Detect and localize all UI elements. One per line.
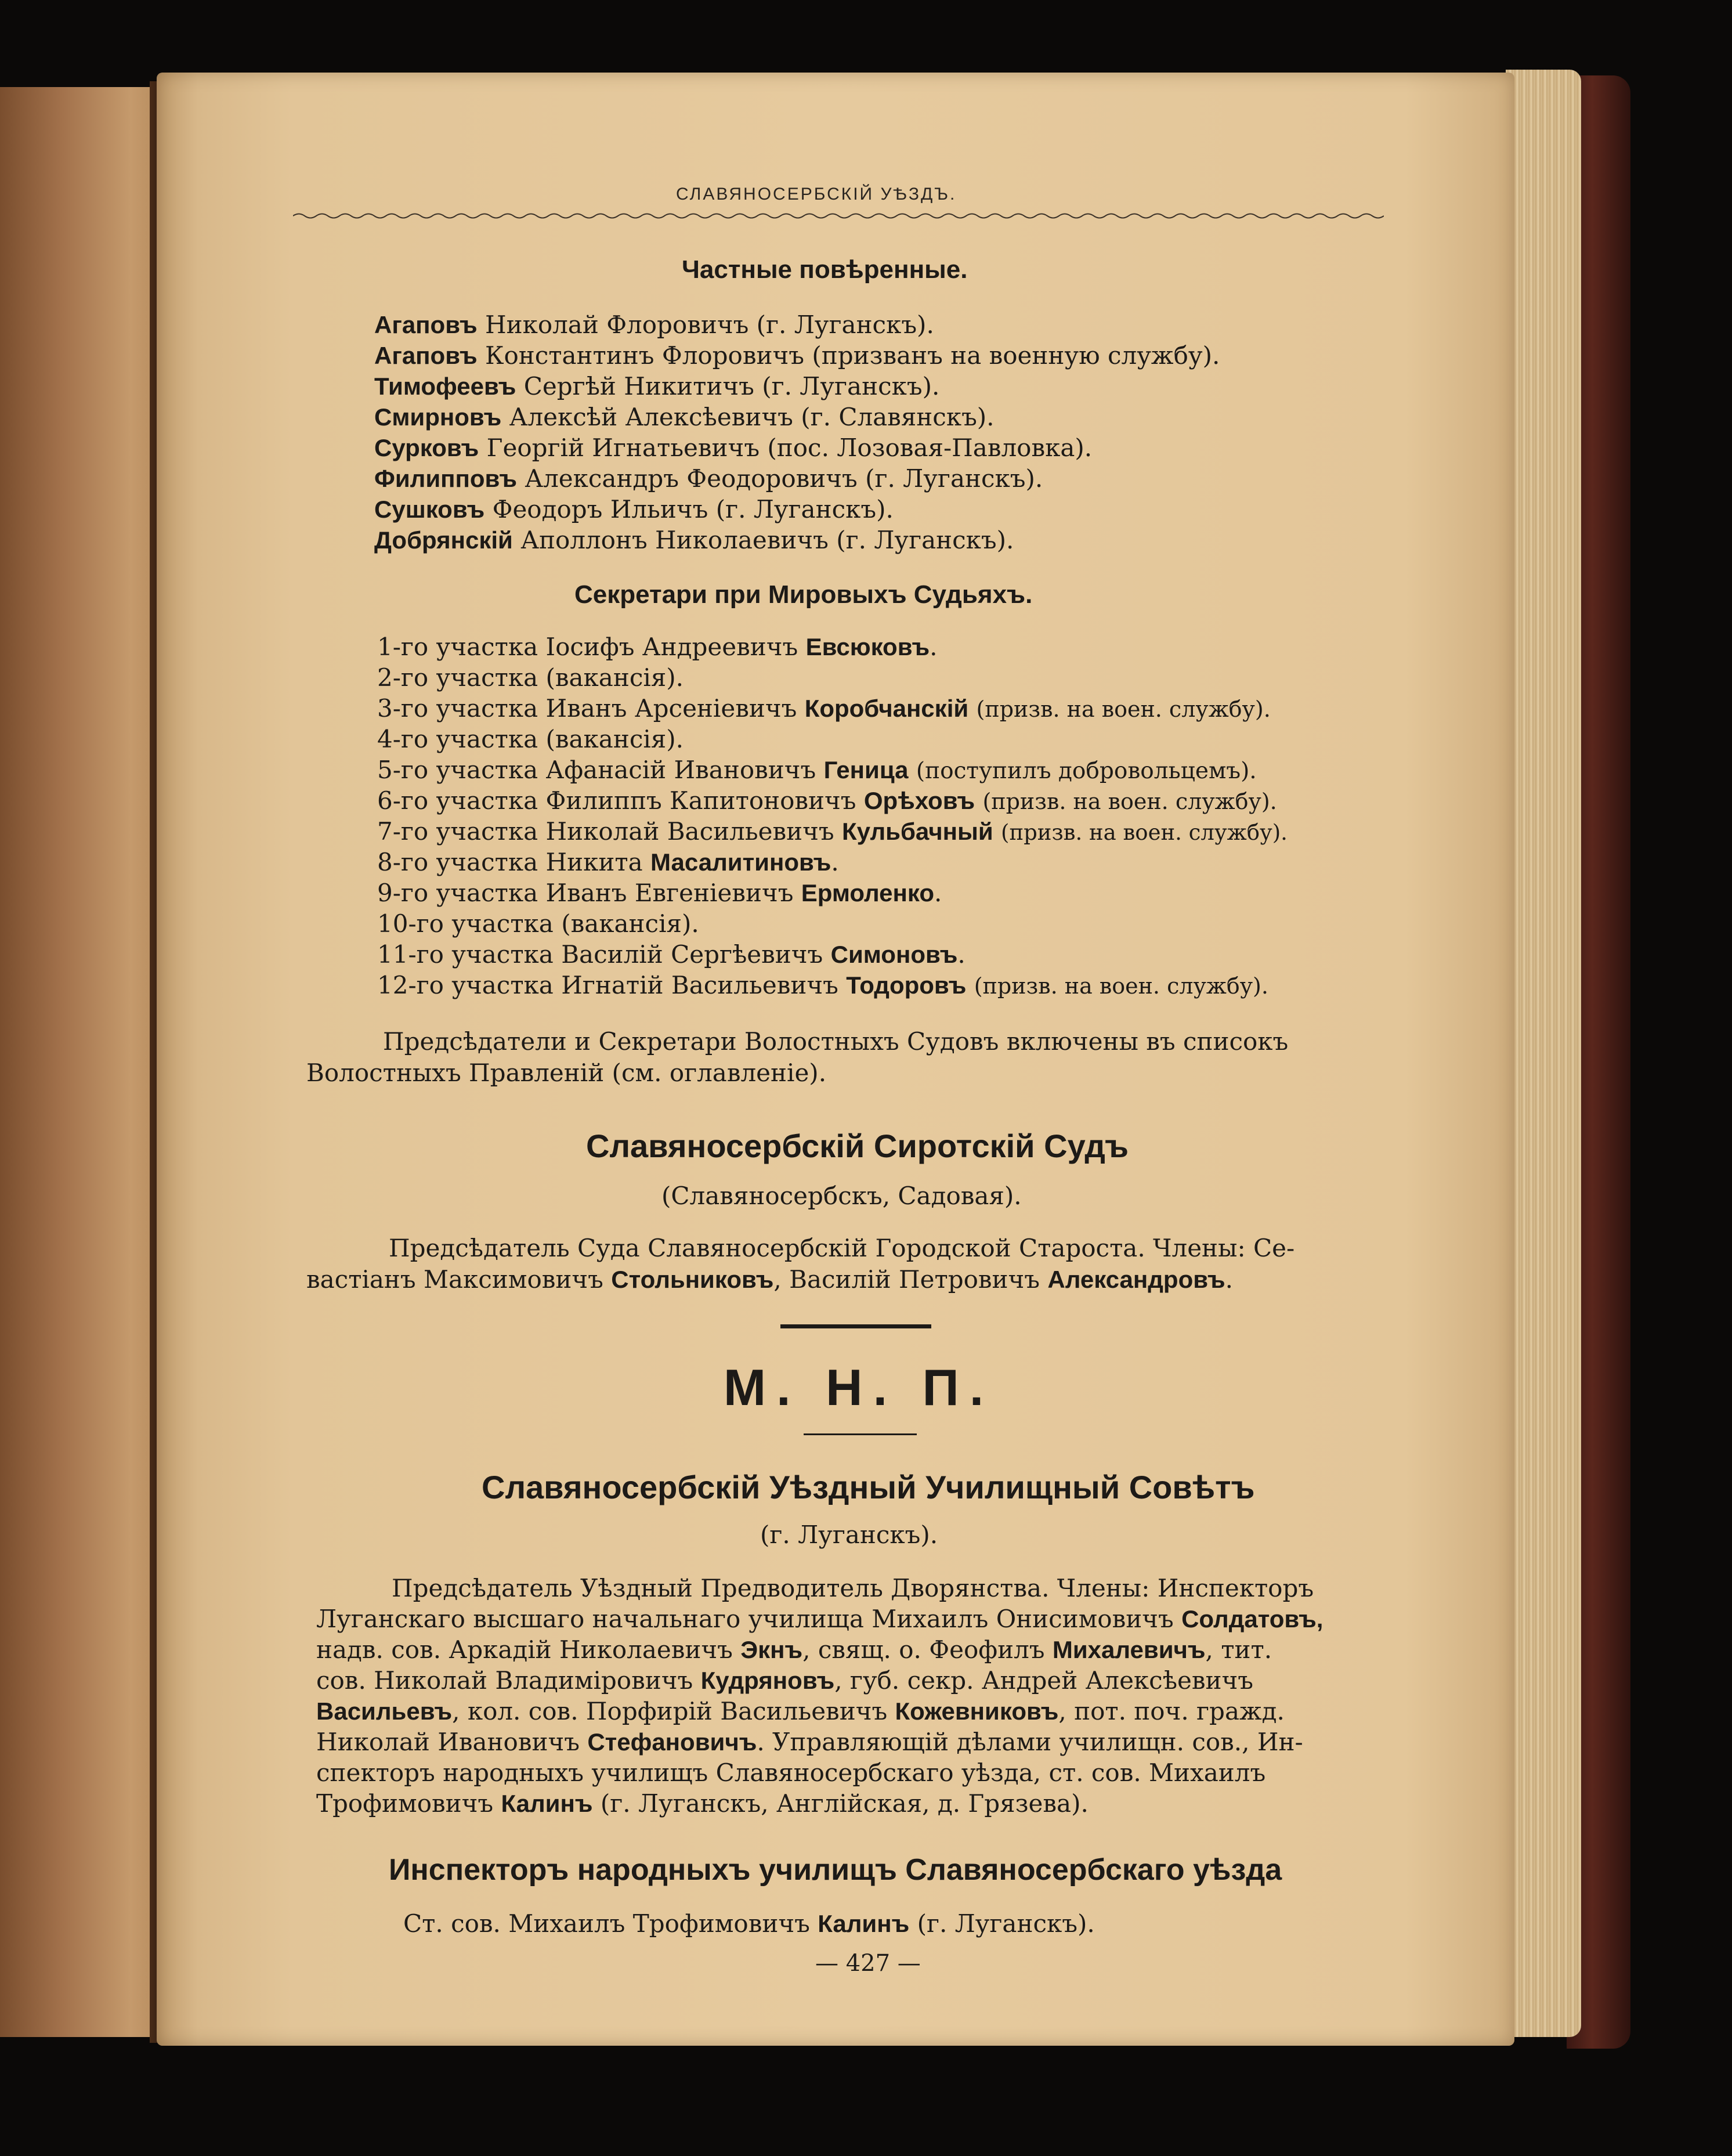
secretary-details: 6-го участка Филиппъ Капитоновичъ <box>377 786 856 815</box>
attorney-row <box>374 495 894 523</box>
council-text: Луганскаго высшаго начальнаго училища Михаилъ Онисимовичъ <box>316 1605 1174 1633</box>
attorney-details: Сергѣй Никитичъ (г. Луганскъ). <box>523 372 940 400</box>
secretary-details: 2-го участка (вакансія). <box>377 663 684 692</box>
attorney-name: Агаповъ <box>374 342 478 369</box>
orphan-court-text: Предсѣдатель Суда Славяносербскій Городской Староста. Члены: Се- <box>389 1234 1295 1262</box>
attorney-details: Константинъ Флоровичъ (призванъ на военную службу). <box>484 341 1220 370</box>
secretary-details: 4-го участка (вакансія). <box>377 725 684 753</box>
member-name: Кожевниковъ <box>895 1698 1059 1725</box>
attorney-name: Сушковъ <box>374 496 485 523</box>
member-name: Экнъ <box>740 1636 803 1663</box>
secretary-note: (призв. на воен. службу). <box>974 973 1268 999</box>
member-name: Калинъ <box>818 1910 910 1937</box>
council-text: , пот. поч. гражд. <box>1058 1697 1285 1725</box>
page-stack-edge <box>1506 70 1581 2037</box>
secretary-name: Ермоленко <box>801 879 935 907</box>
secretary-name: Симоновъ <box>830 941 958 968</box>
attorney-row <box>374 434 1092 462</box>
secretary-note: (призв. на воен. службу). <box>982 789 1277 814</box>
school-council-text <box>316 1789 1089 1818</box>
school-council-text <box>316 1666 1253 1695</box>
secretary-details: 9-го участка Иванъ Евгеніевичъ <box>377 879 794 907</box>
member-name: Кудряновъ <box>700 1667 835 1694</box>
secretary-row <box>377 756 1257 784</box>
council-text: Николай Ивановичъ <box>316 1728 580 1756</box>
school-council-text: Предсѣдатель Уѣздный Предводитель Дворянства. Члены: Инспекторъ <box>392 1574 1314 1602</box>
secretary-row <box>377 817 1288 846</box>
council-text: Трофимовичъ <box>316 1789 494 1818</box>
attorney-name: Добрянскій <box>374 526 513 554</box>
council-text: , губ. секр. Андрей Алексѣевичъ <box>834 1666 1254 1695</box>
secretary-row <box>377 663 684 692</box>
secretary-row <box>377 725 684 753</box>
school-council-title: Славяносербскій Уѣздный Училищный Совѣтъ <box>482 1469 1255 1505</box>
council-text: сов. Николай Владиміровичъ <box>316 1666 693 1695</box>
council-text: (г. Луганскъ, Англійская, д. Грязева). <box>600 1789 1089 1818</box>
secretary-row <box>377 633 937 661</box>
member-name: Стольниковъ <box>611 1266 774 1293</box>
attorney-row <box>374 464 1043 493</box>
secretary-details: 8-го участка Никита <box>377 848 643 876</box>
secretary-details: 12-го участка Игнатій Васильевичъ <box>377 971 838 999</box>
inspector-title: Инспекторъ народныхъ училищъ Славяносербскаго уѣзда <box>389 1853 1282 1887</box>
section-rule <box>780 1324 931 1328</box>
secretary-row <box>377 848 839 876</box>
section-mark: М. Н. П. <box>723 1359 995 1416</box>
page-number: — 427 — <box>815 1950 921 1977</box>
secretary-note: (призв. на воен. службу). <box>976 696 1271 722</box>
council-text: , свящ. о. Феофилъ <box>802 1635 1045 1664</box>
secretary-name: Орѣховъ <box>863 787 975 814</box>
secretary-details: 3-го участка Иванъ Арсеніевичъ <box>377 694 797 723</box>
attorney-details: Александръ Феодоровичъ (г. Луганскъ). <box>525 464 1043 493</box>
secretary-row <box>377 971 1268 999</box>
orphan-court-end: . <box>1225 1265 1233 1294</box>
attorney-details: Георгій Игнатьевичъ (пос. Лозовая-Павловка). <box>486 434 1093 462</box>
attorney-name: Тимофеевъ <box>374 373 516 400</box>
secretary-details: 11-го участка Василій Сергѣевичъ <box>377 940 823 969</box>
council-text: , кол. сов. Порфирій Васильевичъ <box>452 1697 888 1725</box>
secretary-name: Кульбачный <box>842 818 993 845</box>
member-name: Калинъ <box>501 1790 593 1817</box>
orphan-court-address: (Славяносербскъ, Садовая). <box>661 1182 1022 1210</box>
secretary-details: 7-го участка Николай Васильевичъ <box>377 817 834 846</box>
secretary-note: (призв. на воен. службу). <box>1001 820 1288 845</box>
secretaries-title: Секретари при Мировыхъ Судьяхъ. <box>574 580 1033 609</box>
private-attorneys-title: Частные повѣренные. <box>682 255 968 284</box>
school-council-text: спекторъ народныхъ училищъ Славяносербскаго уѣзда, ст. сов. Михаилъ <box>316 1758 1266 1787</box>
attorney-name: Агаповъ <box>374 311 478 338</box>
secretary-note: . <box>957 940 966 969</box>
attorney-name: Смирновъ <box>374 403 502 431</box>
orphan-court-member: , Василій Петровичъ <box>773 1265 1040 1294</box>
secretary-note: . <box>831 848 839 876</box>
member-name: Васильевъ <box>316 1698 453 1725</box>
council-text: надв. сов. Аркадій Николаевичъ <box>316 1635 733 1664</box>
school-council-address: (г. Луганскъ). <box>760 1521 938 1549</box>
secretary-note: . <box>934 879 942 907</box>
school-council-text <box>316 1728 1303 1756</box>
secretary-note: . <box>930 633 938 661</box>
secretary-row <box>377 694 1271 723</box>
attorney-row <box>374 403 995 431</box>
secretary-name: Тодоровъ <box>846 972 967 999</box>
secretaries-note: Предсѣдатели и Секретари Волостныхъ Судовъ включены въ списокъ <box>383 1027 1289 1056</box>
attorney-name: Филипповъ <box>374 465 517 492</box>
attorney-details: Феодоръ Ильичъ (г. Луганскъ). <box>492 495 894 523</box>
secretary-name: Коробчанскій <box>804 695 969 722</box>
secretary-name: Геница <box>823 756 909 783</box>
secretaries-note: Волостныхъ Правленій (см. оглавленіе). <box>306 1059 827 1087</box>
council-text: , тит. <box>1205 1635 1272 1664</box>
attorney-details: Николай Флоровичъ (г. Луганскъ). <box>484 310 934 339</box>
left-page-edge <box>0 87 174 2037</box>
council-text: . Управляющій дѣлами училищн. сов., Ин- <box>757 1728 1303 1756</box>
attorney-details: Аполлонъ Николаевичъ (г. Луганскъ). <box>520 526 1014 554</box>
inspector-details: (г. Луганскъ). <box>917 1909 1095 1938</box>
orphan-court-member: вастіанъ Максимовичъ <box>306 1265 603 1294</box>
member-name: Стефановичъ <box>587 1728 757 1756</box>
inspector-details: Ст. сов. Михаилъ Трофимовичъ <box>403 1909 810 1938</box>
section-rule <box>804 1433 917 1435</box>
attorney-details: Алексѣй Алексѣевичъ (г. Славянскъ). <box>509 403 995 431</box>
secretary-details: 5-го участка Афанасій Ивановичъ <box>377 756 816 784</box>
member-name: Михалевичъ <box>1052 1636 1206 1663</box>
secretary-name: Масалитиновъ <box>650 848 831 876</box>
secretary-name: Евсюковъ <box>805 633 930 660</box>
school-council-text <box>316 1605 1323 1633</box>
attorney-name: Сурковъ <box>374 434 479 461</box>
attorney-row <box>374 372 939 400</box>
secretary-row <box>377 940 966 969</box>
attorney-row <box>374 310 934 339</box>
inspector-text <box>403 1909 1095 1938</box>
secretary-details: 1-го участка Іосифъ Андреевичъ <box>377 633 798 661</box>
attorney-row <box>374 526 1014 554</box>
member-name: Солдатовъ, <box>1181 1605 1324 1633</box>
secretary-row <box>377 909 699 938</box>
orphan-court-text <box>306 1265 1233 1294</box>
secretary-details: 10-го участка (вакансія). <box>377 909 699 938</box>
secretary-note: (поступилъ добровольцемъ). <box>916 758 1257 784</box>
school-council-text <box>316 1697 1285 1725</box>
wavy-rule <box>293 212 1384 220</box>
school-council-text <box>316 1635 1272 1664</box>
orphan-court-title: Славяносербскій Сиротскій Судъ <box>586 1128 1129 1164</box>
secretary-row <box>377 786 1277 815</box>
running-head: СЛАВЯНОСЕРБСКIЙ УѢЗДЪ. <box>676 185 957 204</box>
secretary-row <box>377 879 942 907</box>
member-name: Александровъ <box>1047 1266 1225 1293</box>
attorney-row <box>374 341 1220 370</box>
